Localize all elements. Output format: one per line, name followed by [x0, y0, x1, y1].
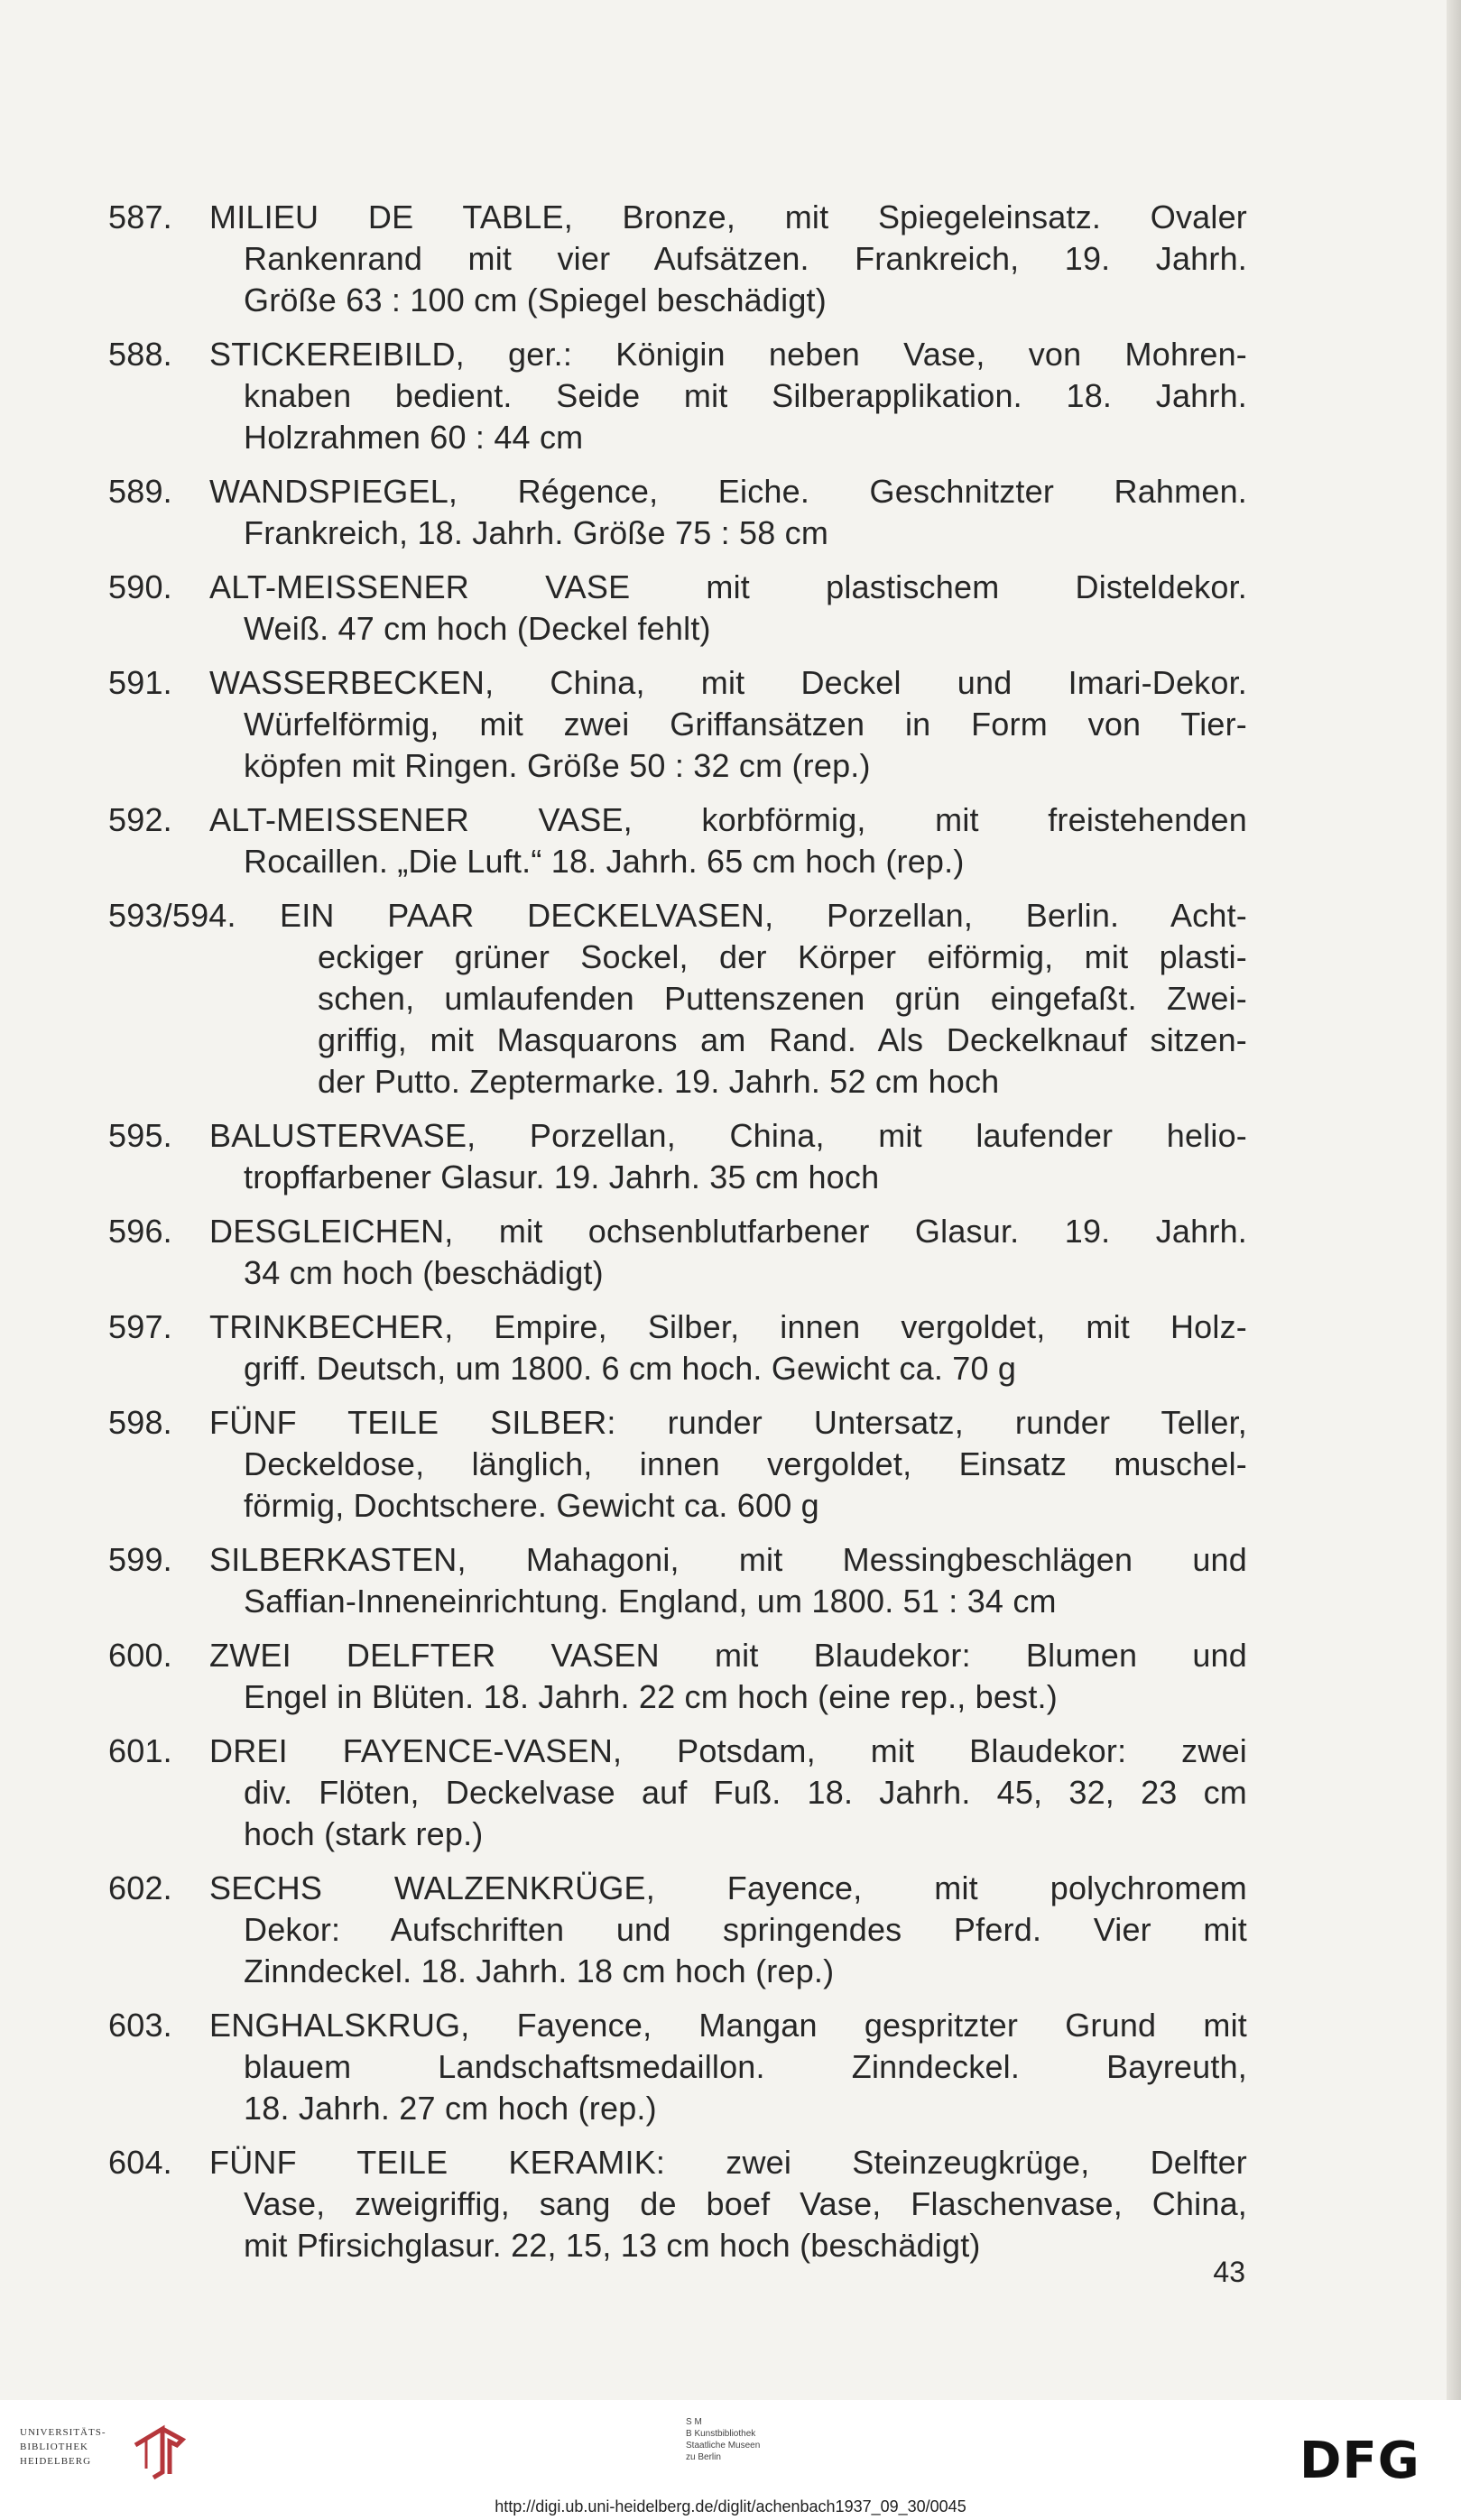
entry-number: 591. — [108, 664, 172, 701]
dfg-logo[interactable]: DFG — [1299, 2432, 1420, 2490]
university-logo-line: HEIDELBERG — [20, 2456, 92, 2467]
entry-text-line: griffig, mit Masquarons am Rand. Als Deckelknauf sitzen- — [318, 1021, 1247, 1058]
entry-number: 604. — [108, 2144, 172, 2181]
entry-text-line: FÜNF TEILE KERAMIK: zwei Steinzeugkrüge, Delfter — [209, 2144, 1247, 2181]
entry-text-line: köpfen mit Ringen. Größe 50 : 32 cm (rep.) — [244, 747, 871, 784]
entry-text-line: 18. Jahrh. 27 cm hoch (rep.) — [244, 2090, 657, 2127]
entry-number: 587. — [108, 198, 172, 235]
entry-text-line: EIN PAAR DECKELVASEN, Porzellan, Berlin. Acht- — [280, 897, 1247, 934]
entry-text-line: FÜNF TEILE SILBER: runder Untersatz, runder Teller, — [209, 1404, 1247, 1441]
entry-text-line: STICKEREIBILD, ger.: Königin neben Vase, von Mohren- — [209, 336, 1247, 373]
entry-number: 598. — [108, 1404, 172, 1441]
entry-text-line: Deckeldose, länglich, innen vergoldet, Einsatz muschel- — [244, 1445, 1247, 1482]
entry-text-line: SILBERKASTEN, Mahagoni, mit Messingbeschlägen und — [209, 1541, 1247, 1578]
entry-text-line: hoch (stark rep.) — [244, 1815, 484, 1852]
entry-text-line: Größe 63 : 100 cm (Spiegel beschädigt) — [244, 282, 827, 318]
entry-number: 592. — [108, 801, 172, 838]
page-number: 43 — [1213, 2256, 1245, 2288]
entry-number: 595. — [108, 1117, 172, 1154]
entry-text-line: eckiger grüner Sockel, der Körper eiförmig, mit plasti- — [318, 938, 1247, 975]
entry-text-line: BALUSTERVASE, Porzellan, China, mit laufender helio- — [209, 1117, 1247, 1154]
entry-number: 603. — [108, 2007, 172, 2044]
entry-text-line: ALT-MEISSENER VASE, korbförmig, mit freistehenden — [209, 801, 1247, 838]
entry-text-line: SECHS WALZENKRÜGE, Fayence, mit polychromem — [209, 1869, 1247, 1906]
museum-logo-line: S M — [686, 2417, 702, 2427]
university-logo-line: UNIVERSITÄTS- — [20, 2427, 106, 2438]
entry-text-line: förmig, Dochtschere. Gewicht ca. 600 g — [244, 1487, 819, 1524]
heidelberg-emblem-icon — [126, 2418, 199, 2487]
entry-text-line: Frankreich, 18. Jahrh. Größe 75 : 58 cm — [244, 514, 829, 551]
entry-text-line: ENGHALSKRUG, Fayence, Mangan gespritzter Grund mit — [209, 2007, 1247, 2044]
entry-text-line: DESGLEICHEN, mit ochsenblutfarbener Glasur. 19. Jahrh. — [209, 1213, 1247, 1250]
entry-text-line: Rocaillen. „Die Luft.“ 18. Jahrh. 65 cm hoch (rep.) — [244, 843, 965, 880]
entry-text-line: Weiß. 47 cm hoch (Deckel fehlt) — [244, 610, 711, 647]
entry-text-line: knaben bedient. Seide mit Silberapplikation. 18. Jahrh. — [244, 377, 1247, 414]
entry-text-line: Holzrahmen 60 : 44 cm — [244, 419, 584, 456]
entry-number: 599. — [108, 1541, 172, 1578]
museum-logo-line: Staatliche Museen — [686, 2441, 761, 2451]
entry-number: 593/594. — [108, 897, 236, 934]
entry-text-line: ALT-MEISSENER VASE mit plastischem Disteldekor. — [209, 568, 1247, 605]
source-url-link[interactable]: http://digi.ub.uni-heidelberg.de/diglit/achenbach1937_09_30/0045 — [495, 2497, 966, 2515]
entry-text-line: mit Pfirsichglasur. 22, 15, 13 cm hoch (beschädigt) — [244, 2227, 981, 2264]
museum-logo-line: zu Berlin — [686, 2452, 721, 2462]
entry-number: 589. — [108, 473, 172, 510]
entry-number: 588. — [108, 336, 172, 373]
entry-text-line: Dekor: Aufschriften und springendes Pferd. Vier mit — [244, 1911, 1247, 1948]
entry-number: 590. — [108, 568, 172, 605]
museum-logo[interactable] — [686, 2416, 866, 2463]
entry-number: 596. — [108, 1213, 172, 1250]
entry-text-line: Würfelförmig, mit zwei Griffansätzen in Form von Tier- — [244, 706, 1247, 743]
entry-text-line: WASSERBECKEN, China, mit Deckel und Imari-Dekor. — [209, 664, 1247, 701]
entry-text-line: div. Flöten, Deckelvase auf Fuß. 18. Jahrh. 45, 32, 23 cm — [244, 1774, 1247, 1811]
entry-text-line: schen, umlaufenden Puttenszenen grün eingefaßt. Zwei- — [318, 980, 1247, 1017]
entry-text-line: tropffarbener Glasur. 19. Jahrh. 35 cm hoch — [244, 1158, 880, 1195]
entry-text-line: griff. Deutsch, um 1800. 6 cm hoch. Gewicht ca. 70 g — [244, 1350, 1017, 1387]
entry-text-line: der Putto. Zeptermarke. 19. Jahrh. 52 cm hoch — [318, 1063, 1000, 1100]
entry-text-line: WANDSPIEGEL, Régence, Eiche. Geschnitzter Rahmen. — [209, 473, 1247, 510]
entry-text-line: Zinndeckel. 18. Jahrh. 18 cm hoch (rep.) — [244, 1952, 835, 1989]
entry-text-line: 34 cm hoch (beschädigt) — [244, 1254, 604, 1291]
entry-text-line: ZWEI DELFTER VASEN mit Blaudekor: Blumen und — [209, 1637, 1247, 1674]
entry-text-line: Vase, zweigriffig, sang de boef Vase, Flaschenvase, China, — [244, 2185, 1247, 2222]
entry-number: 602. — [108, 1869, 172, 1906]
university-logo-line: BIBLIOTHEK — [20, 2442, 88, 2452]
entry-text-line: Rankenrand mit vier Aufsätzen. Frankreich, 19. Jahrh. — [244, 240, 1247, 277]
university-library-logo[interactable] — [20, 2427, 236, 2490]
entry-text-line: DREI FAYENCE-VASEN, Potsdam, mit Blaudekor: zwei — [209, 1732, 1247, 1769]
museum-logo-line: B Kunstbibliothek — [686, 2429, 756, 2439]
entry-number: 600. — [108, 1637, 172, 1674]
entry-text-line: Engel in Blüten. 18. Jahrh. 22 cm hoch (eine rep., best.) — [244, 1678, 1058, 1715]
entry-text-line: Saffian-Inneneinrichtung. England, um 1800. 51 : 34 cm — [244, 1583, 1057, 1620]
entry-number: 597. — [108, 1308, 172, 1345]
entry-text-line: TRINKBECHER, Empire, Silber, innen vergoldet, mit Holz- — [209, 1308, 1247, 1345]
entry-text-line: MILIEU DE TABLE, Bronze, mit Spiegeleinsatz. Ovaler — [209, 198, 1247, 235]
entry-text-line: blauem Landschaftsmedaillon. Zinndeckel. Bayreuth, — [244, 2048, 1247, 2085]
entry-number: 601. — [108, 1732, 172, 1769]
